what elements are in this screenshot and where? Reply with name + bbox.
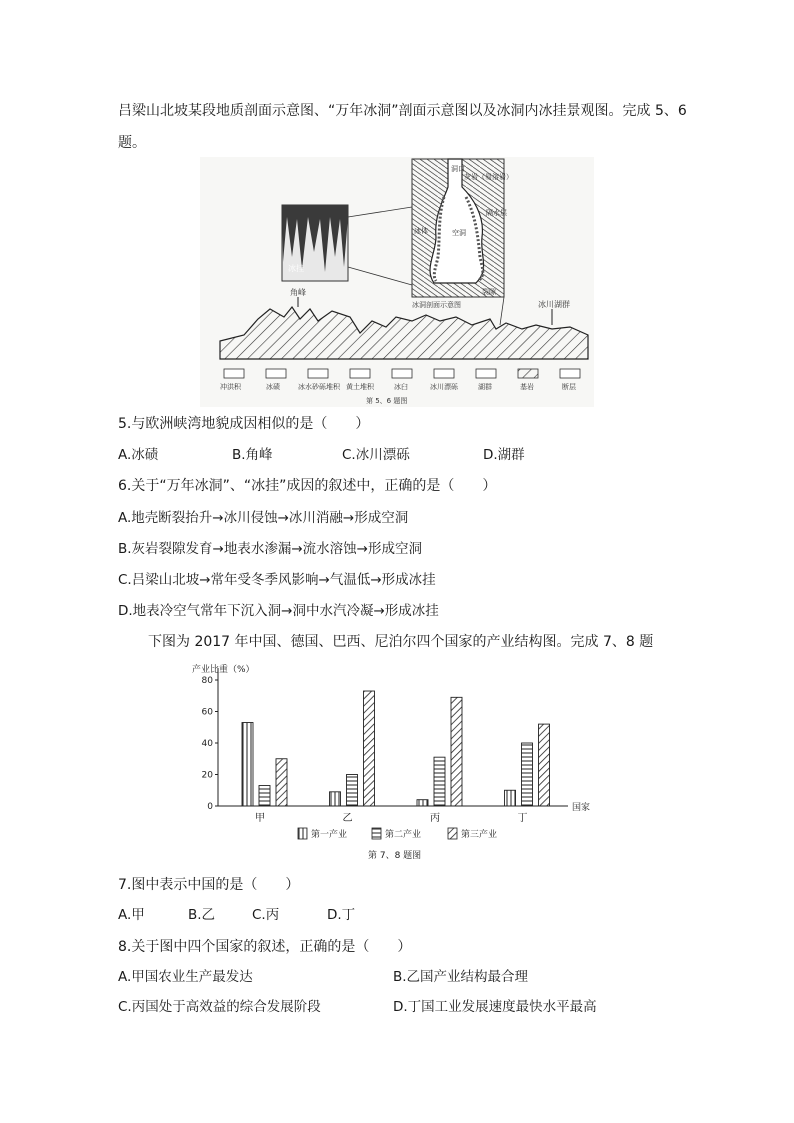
cave-water-layer-label: 隔水层 [486,209,507,217]
industry-chart [190,660,610,865]
bar-丁-第一产业 [505,790,516,806]
bar-甲-第一产业 [242,723,253,806]
y-tick-label-80: 80 [201,676,213,686]
legend-item-3: 冰水砂砾堆积 [298,383,340,391]
legend-item-1: 冲洪积 [220,383,241,391]
figure56-caption: 第 5、6 题图 [366,397,408,405]
q6-stem: 6.关于“万年冰洞”、“冰挂”成因的叙述中，正确的是（ ） [118,478,497,494]
legend-item-8: 基岩 [520,383,534,391]
bar-乙-第一产业 [330,792,341,806]
category-label-丙: 丙 [430,813,440,824]
bar-丁-第二产业 [522,743,533,806]
legend-swatch-第二产业 [372,828,381,839]
q7-option-b[interactable]: B.乙 [188,907,216,923]
legend-swatch-第一产业 [298,828,307,839]
q5-option-a[interactable]: A.冰碛 [118,447,159,463]
y-tick-label-60: 60 [201,707,213,718]
q6-option-c[interactable]: C.吕梁山北坡→常年受冬季风影响→气温低→形成冰挂 [118,572,436,588]
legend-label-第一产业: 第一产业 [311,830,348,840]
cave-ice-label: 冰体 [414,227,428,235]
bar-甲-第二产业 [259,786,270,806]
cave-mouth-label: 洞口 [451,165,465,173]
intro-line-1: 吕梁山北坡某段地质剖面示意图、“万年冰洞”剖面示意图以及冰洞内冰挂景观图。完成 5、6 [118,103,687,119]
ice-photo-label: 冰挂 [288,264,304,273]
bar-甲-第三产业 [276,759,287,806]
category-label-乙: 乙 [342,813,353,824]
legend-label-第三产业: 第三产业 [461,830,498,840]
category-label-甲: 甲 [255,813,265,824]
legend-item-9: 断层 [562,383,576,391]
bar-丙-第二产业 [434,757,445,806]
y-tick-label-20: 20 [201,770,213,781]
bar-丙-第三产业 [451,697,462,806]
legend-item-7: 湖群 [478,383,492,391]
cave-rock-label: 灰岩（易溶岩） [464,173,513,181]
category-label-丁: 丁 [517,813,528,824]
bar-丙-第一产业 [417,800,428,806]
legend-item-2: 冰碛 [266,383,280,391]
y-tick-label-40: 40 [201,739,213,749]
ice-photo [282,205,348,281]
y-axis-label: 产业比重（%） [192,665,255,675]
q5-stem: 5.与欧洲峡湾地貌成因相似的是（ ） [118,416,370,432]
legend-item-4: 黄土堆积 [346,383,374,391]
q5-option-d[interactable]: D.湖群 [483,447,525,463]
lakes-label: 冰川湖群 [538,300,570,309]
geology-figure [200,157,594,407]
legend-item-5: 冰臼 [394,383,408,391]
q6-option-a[interactable]: A.地壳断裂抬升→冰川侵蚀→冰川消融→形成空洞 [118,510,409,526]
bar-乙-第二产业 [347,775,358,807]
q6-option-d[interactable]: D.地表冷空气常年下沉入洞→洞中水汽冷凝→形成冰挂 [118,603,439,619]
y-tick-label-0: 0 [207,802,213,812]
cave-hollow-label: 空洞 [452,229,466,237]
x-axis-label: 国家 [572,803,591,813]
q7-stem: 7.图中表示中国的是（ ） [118,877,300,893]
cave-section [412,159,513,309]
q8-option-c[interactable]: C.丙国处于高效益的综合发展阶段 [118,999,321,1015]
q6-option-b[interactable]: B.灰岩裂隙发育→地表水渗漏→流水溶蚀→形成空洞 [118,541,422,557]
q7-option-d[interactable]: D.丁 [327,907,356,923]
cave-crack-label: 裂隙 [482,288,496,296]
cave-title: 冰洞剖面示意图 [412,301,461,309]
q5-option-b[interactable]: B.角峰 [232,447,273,463]
bar-丁-第三产业 [539,724,550,806]
legend-swatch-第三产业 [448,828,457,839]
q5-option-c[interactable]: C.冰川漂砾 [342,447,410,463]
q7-option-a[interactable]: A.甲 [118,907,145,923]
horn-label: 角峰 [290,288,306,297]
q8-option-d[interactable]: D.丁国工业发展速度最快水平最高 [393,999,597,1015]
intro-78: 下图为 2017 年中国、德国、巴西、尼泊尔四个国家的产业结构图。完成 7、8 题 [148,634,654,650]
bar-乙-第三产业 [364,691,375,806]
chart-caption: 第 7、8 题图 [368,851,422,861]
q8-stem: 8.关于图中四个国家的叙述，正确的是（ ） [118,939,412,955]
intro-line-2: 题。 [118,135,146,151]
q8-option-a[interactable]: A.甲国农业生产最发达 [118,969,253,985]
q8-option-b[interactable]: B.乙国产业结构最合理 [393,969,529,985]
legend-label-第二产业: 第二产业 [385,830,422,840]
legend-item-6: 冰川漂砾 [430,383,458,391]
q7-option-c[interactable]: C.丙 [252,907,280,923]
